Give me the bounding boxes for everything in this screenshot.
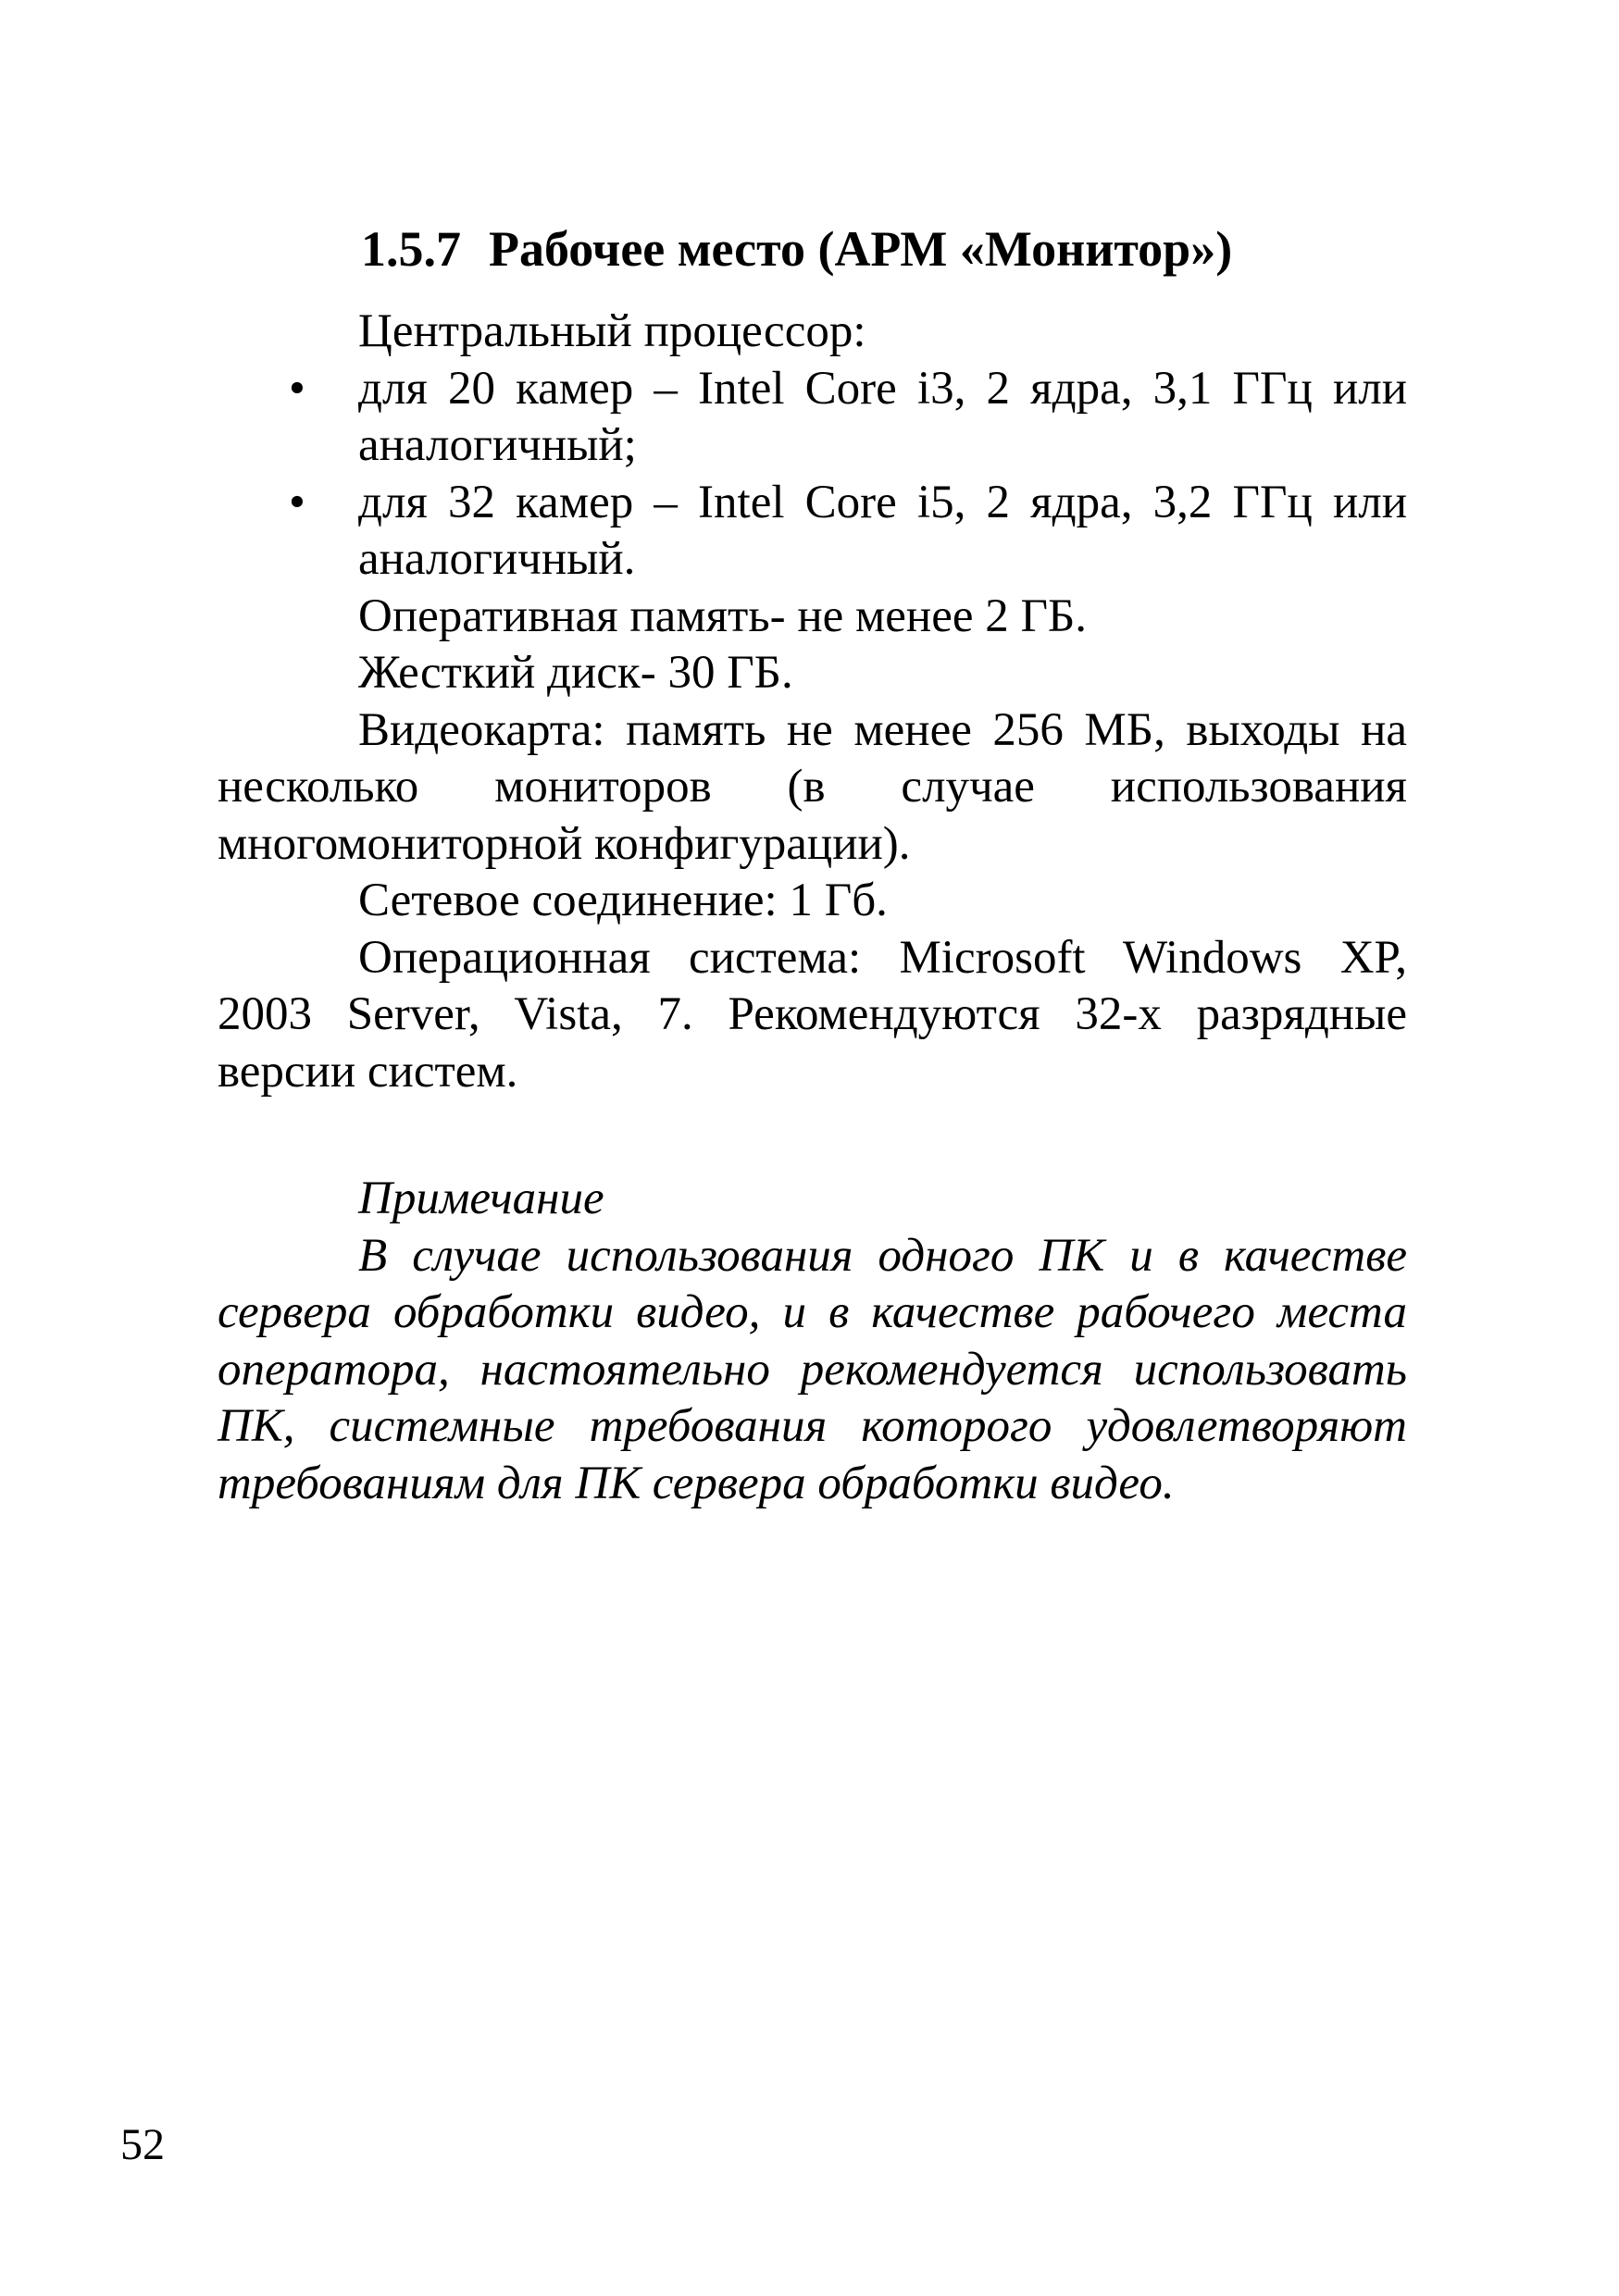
requirements-body bbox=[218, 304, 1407, 1100]
bullet-icon: • bbox=[289, 476, 305, 528]
note-title: Примечание bbox=[358, 1173, 604, 1224]
video-requirement: Видеокарта: память не менее 256 МБ, выходы на несколько мониторов (в случае использования многомониторной конфигурации). bbox=[218, 703, 1407, 870]
section-heading bbox=[361, 220, 1232, 278]
section-title: Рабочее место (АРМ «Монитор») bbox=[489, 221, 1233, 277]
cpu-list bbox=[218, 361, 1407, 589]
os-requirement: Операционная система: Microsoft Windows XP, 2003 Server, Vista, 7. Рекомендуются 32-х разрядные версии систем. bbox=[218, 931, 1407, 1098]
network-requirement: Сетевое соединение: 1 Гб. bbox=[358, 875, 888, 926]
cpu-item-text: для 20 камер – Intel Core i3, 2 ядра, 3,1 ГГц или аналогичный; bbox=[358, 362, 1407, 471]
bullet-icon: • bbox=[289, 362, 305, 415]
note-text: В случае использования одного ПК и в качестве сервера обработки видео, и в качестве рабочего места оператора, настоятельно рекомендуется использовать ПК, системные требования которого удовлетворяют требованиям для ПК сервера обработки видео. bbox=[218, 1229, 1407, 1509]
list-item bbox=[218, 475, 1407, 589]
section-number: 1.5.7 bbox=[361, 221, 461, 277]
ram-requirement: Оперативная память- не менее 2 ГБ. bbox=[358, 590, 1087, 642]
cpu-item-text: для 32 камер – Intel Core i5, 2 ядра, 3,2 ГГц или аналогичный. bbox=[358, 476, 1407, 585]
page-number: 52 bbox=[120, 2120, 165, 2169]
hdd-requirement: Жесткий диск- 30 ГБ. bbox=[358, 647, 793, 699]
list-item bbox=[218, 361, 1407, 475]
note-block bbox=[218, 1171, 1407, 1512]
cpu-label: Центральный процессор: bbox=[358, 305, 866, 357]
